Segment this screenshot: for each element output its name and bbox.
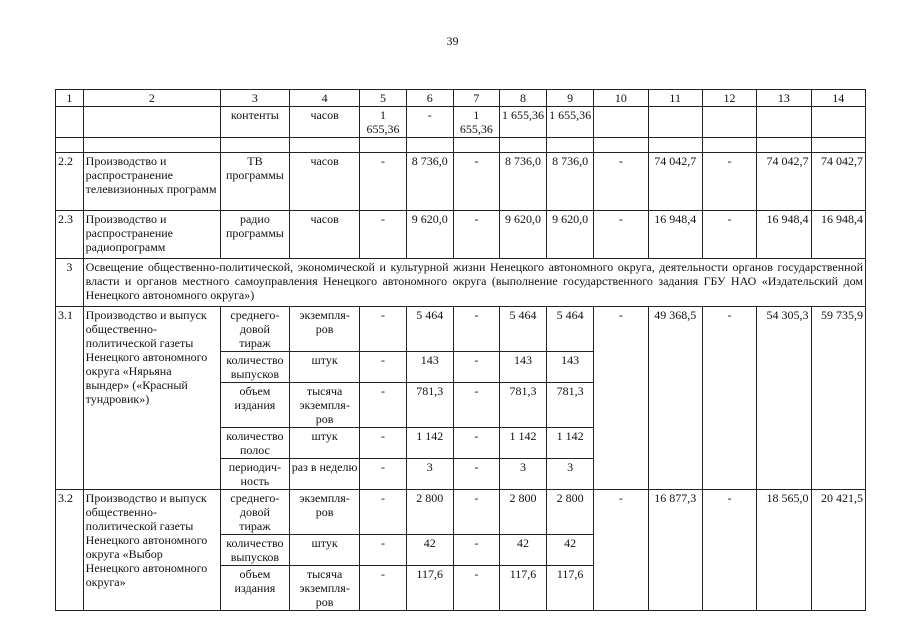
table-cell: 20 421,5 <box>811 490 865 611</box>
table-cell: - <box>453 153 499 211</box>
row-name: Производство и распространение телевизионных программ <box>83 153 220 211</box>
header-cell: 4 <box>289 90 360 107</box>
header-cell: 1 <box>56 90 84 107</box>
table-cell: среднего-довой тираж <box>221 490 290 535</box>
table-cell: 781,3 <box>406 383 453 428</box>
header-row <box>56 90 866 107</box>
table-cell: - <box>360 459 406 490</box>
table-cell: периодич-ность <box>221 459 290 490</box>
table-cell: 1 142 <box>547 428 594 459</box>
table-cell: 42 <box>499 535 546 566</box>
table-cell: 1 655,36 <box>453 107 499 138</box>
table-cell: 16 948,4 <box>757 211 811 259</box>
table-cell: - <box>360 383 406 428</box>
table-cell: - <box>360 352 406 383</box>
table-cell: - <box>360 566 406 611</box>
table-row <box>56 153 866 211</box>
table-cell: объем издания <box>221 566 290 611</box>
page-number: 39 <box>446 34 459 48</box>
table-cell: часов <box>289 211 360 259</box>
table-cell: 1 655,36 <box>499 107 546 138</box>
table-cell: 8 736,0 <box>406 153 453 211</box>
table-cell: 3 <box>499 459 546 490</box>
table-cell: 143 <box>547 352 594 383</box>
header-cell: 14 <box>811 90 865 107</box>
table-cell: 16 948,4 <box>811 211 865 259</box>
table-cell: 143 <box>499 352 546 383</box>
table-cell: - <box>453 307 499 352</box>
table-cell: - <box>360 211 406 259</box>
table-cell: 9 620,0 <box>406 211 453 259</box>
table-row <box>56 138 866 153</box>
table-cell: 9 620,0 <box>547 211 594 259</box>
table-cell: - <box>453 459 499 490</box>
header-cell: 10 <box>594 90 648 107</box>
table-cell: штук <box>289 535 360 566</box>
table-cell: количество выпусков <box>221 352 290 383</box>
table-cell: - <box>702 307 756 490</box>
table-cell: тысяча экземпля-ров <box>289 383 360 428</box>
table-cell: количество полос <box>221 428 290 459</box>
section-heading: Освещение общественно-политической, экономической и культурной жизни Ненецкого автономного округа, деятельности органов государственной власти и органов местного самоуправления Ненецкого автономного округа (выполнение государственного задания ГБУ НАО «Издательский дом Ненецкого автономного округа») <box>83 259 865 307</box>
header-cell: 3 <box>221 90 290 107</box>
table-cell: 49 368,5 <box>648 307 702 490</box>
table-cell: 1 142 <box>499 428 546 459</box>
table-cell: 16 877,3 <box>648 490 702 611</box>
table-cell: часов <box>289 153 360 211</box>
data-table <box>55 89 866 611</box>
table-cell: - <box>453 352 499 383</box>
table-cell: количество выпусков <box>221 535 290 566</box>
table-row <box>56 490 866 535</box>
table-cell: тысяча экземпля-ров <box>289 566 360 611</box>
table-cell: среднего-довой тираж <box>221 307 290 352</box>
table-cell: 1 655,36 <box>360 107 406 138</box>
table-row <box>56 107 866 138</box>
table-cell: - <box>360 535 406 566</box>
table-cell: - <box>406 107 453 138</box>
table-cell: - <box>453 566 499 611</box>
header-cell: 2 <box>83 90 220 107</box>
row-number: 3.1 <box>56 307 84 490</box>
table-cell: 5 464 <box>406 307 453 352</box>
header-cell: 8 <box>499 90 546 107</box>
table-cell: 8 736,0 <box>547 153 594 211</box>
table-cell: 74 042,7 <box>648 153 702 211</box>
table-cell: часов <box>289 107 360 138</box>
table-cell: 2 800 <box>499 490 546 535</box>
table-cell: - <box>453 383 499 428</box>
table-cell: 781,3 <box>499 383 546 428</box>
table-cell: - <box>453 535 499 566</box>
table-cell: 16 948,4 <box>648 211 702 259</box>
header-cell: 7 <box>453 90 499 107</box>
table-cell: ТВ программы <box>221 153 290 211</box>
table-cell: 3 <box>406 459 453 490</box>
table-cell: - <box>453 211 499 259</box>
table-row <box>56 211 866 259</box>
table-cell: 781,3 <box>547 383 594 428</box>
table-cell: - <box>360 490 406 535</box>
table-cell: экземпля-ров <box>289 490 360 535</box>
row-name: Производство и распространение радиопрограмм <box>83 211 220 259</box>
table-cell: - <box>594 153 648 211</box>
header-cell: 13 <box>757 90 811 107</box>
table-cell: экземпля-ров <box>289 307 360 352</box>
table-cell: 2 800 <box>406 490 453 535</box>
row-name: Производство и выпуск общественно-политической газеты Ненецкого автономного округа «Выбор Ненецкого автономного округа» <box>83 490 220 611</box>
table-cell: 3 <box>547 459 594 490</box>
row-number: 3.2 <box>56 490 84 611</box>
table-cell: раз в неделю <box>289 459 360 490</box>
table-cell: - <box>453 490 499 535</box>
row-name: Производство и выпуск общественно-политической газеты Ненецкого автономного округа «Нярьяна вындер» («Красный тундровик») <box>83 307 220 490</box>
table-cell: - <box>594 490 648 611</box>
table-cell: 42 <box>547 535 594 566</box>
table-cell: - <box>360 153 406 211</box>
header-cell: 6 <box>406 90 453 107</box>
table-cell: - <box>702 211 756 259</box>
table-cell: 74 042,7 <box>811 153 865 211</box>
table-cell: - <box>453 428 499 459</box>
table-cell: 2 800 <box>547 490 594 535</box>
row-number: 3 <box>56 259 84 307</box>
table-cell: 18 565,0 <box>757 490 811 611</box>
table-cell: 42 <box>406 535 453 566</box>
table-cell: 5 464 <box>547 307 594 352</box>
table-cell: - <box>594 211 648 259</box>
table-row <box>56 307 866 352</box>
table-cell: радио программы <box>221 211 290 259</box>
header-cell: 12 <box>702 90 756 107</box>
table-cell: 59 735,9 <box>811 307 865 490</box>
table-cell: 117,6 <box>547 566 594 611</box>
header-cell: 11 <box>648 90 702 107</box>
table-cell: 5 464 <box>499 307 546 352</box>
row-number: 2.2 <box>56 153 84 211</box>
table-cell: 143 <box>406 352 453 383</box>
table-cell: - <box>702 490 756 611</box>
table-cell: объем издания <box>221 383 290 428</box>
table-cell: штук <box>289 428 360 459</box>
table-cell: 117,6 <box>406 566 453 611</box>
table-cell: - <box>360 307 406 352</box>
table-cell: контенты <box>221 107 290 138</box>
table-cell: 117,6 <box>499 566 546 611</box>
header-cell: 5 <box>360 90 406 107</box>
section-row <box>56 259 866 307</box>
table-cell: 9 620,0 <box>499 211 546 259</box>
table-cell: 1 655,36 <box>547 107 594 138</box>
table-cell: 8 736,0 <box>499 153 546 211</box>
table-cell: штук <box>289 352 360 383</box>
row-number: 2.3 <box>56 211 84 259</box>
table-cell: 74 042,7 <box>757 153 811 211</box>
header-cell: 9 <box>547 90 594 107</box>
table-cell: - <box>594 307 648 490</box>
table-cell: 1 142 <box>406 428 453 459</box>
table-cell: - <box>360 428 406 459</box>
table-cell: 54 305,3 <box>757 307 811 490</box>
table-cell: - <box>702 153 756 211</box>
